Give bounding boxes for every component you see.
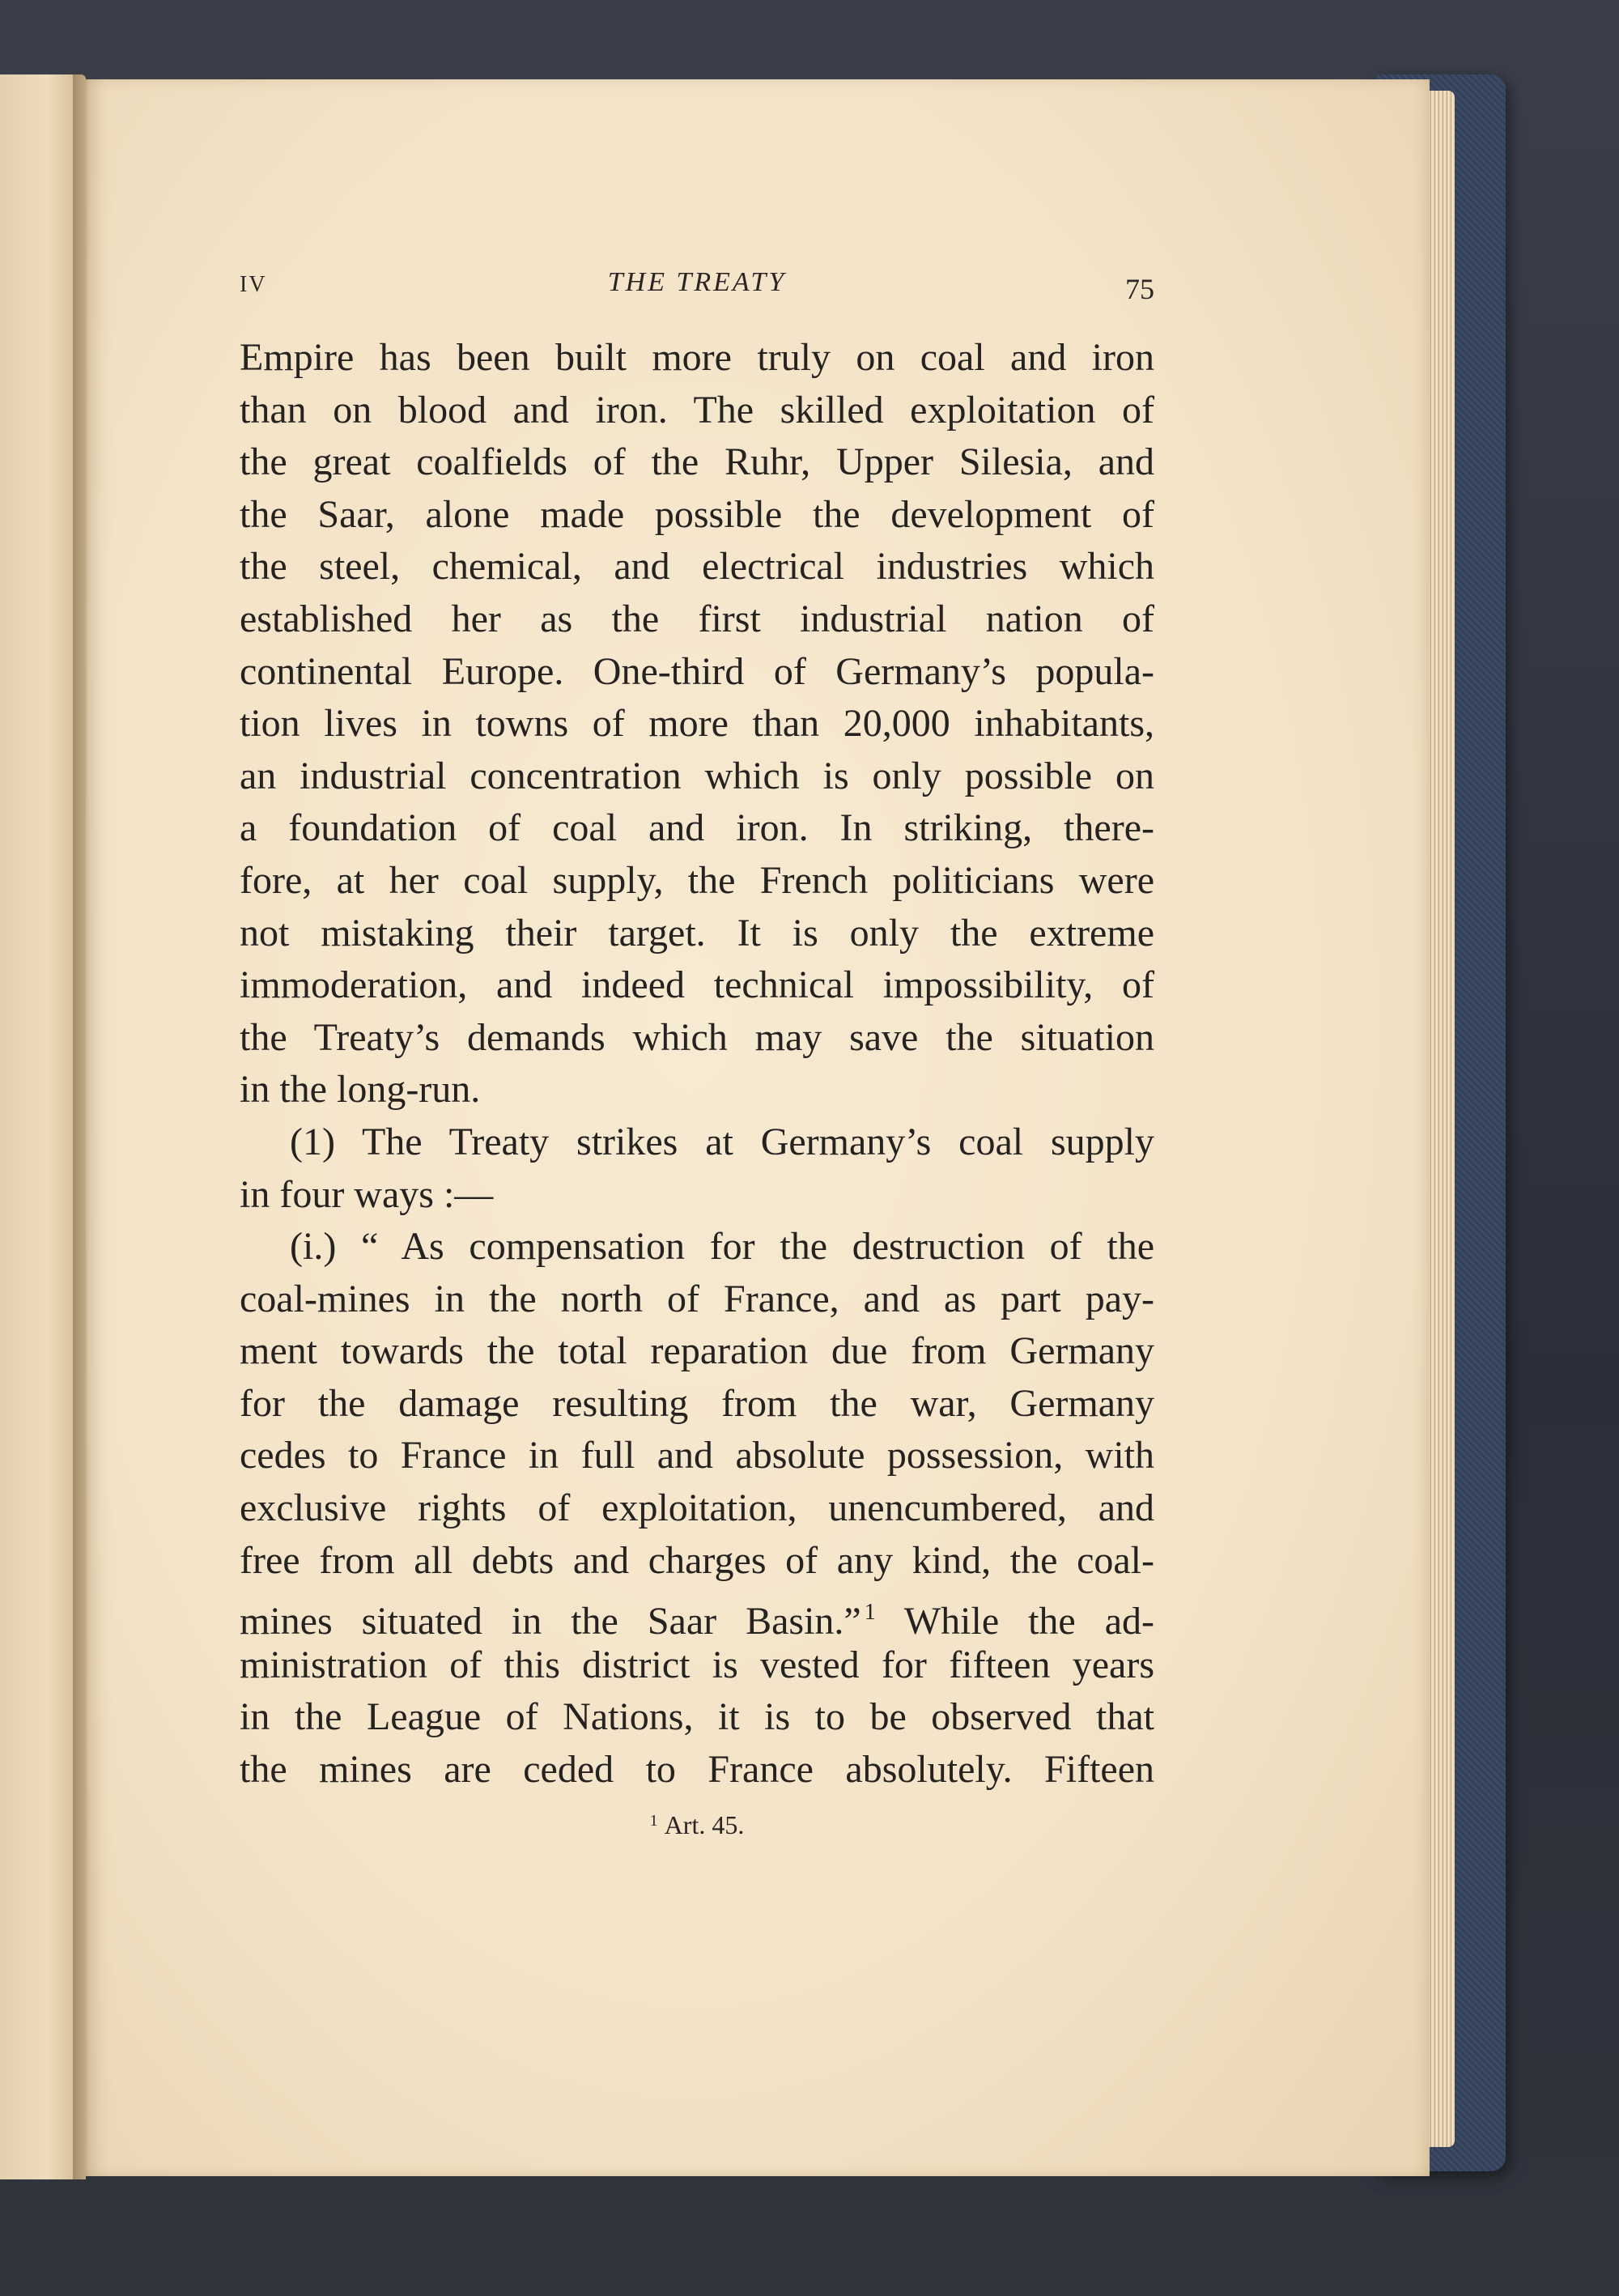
running-title: THE TREATY — [607, 267, 787, 297]
book-gutter — [73, 74, 89, 2179]
text-line: the Treaty’s demands which may save the situation — [240, 1015, 1154, 1059]
chapter-numeral: IV — [240, 272, 267, 297]
text-line: in the long-run. — [240, 1068, 481, 1112]
page-number: 75 — [1125, 273, 1154, 305]
text-line: free from all debts and charges of any kind, the coal- — [240, 1538, 1154, 1582]
text-line: an industrial concentration which is only possible on — [240, 754, 1154, 797]
text-line: ministration of this district is vested for fifteen years — [240, 1643, 1154, 1686]
text-line: Empire has been built more truly on coal and iron — [240, 336, 1154, 379]
text-line: fore, at her coal supply, the French politicians were — [240, 858, 1154, 902]
text-line: continental Europe. One-third of Germany’s popula- — [240, 649, 1154, 693]
text-line: exclusive rights of exploitation, unencumbered, and — [240, 1486, 1154, 1530]
text-line: established her as the first industrial nation of — [240, 597, 1154, 640]
text-line: than on blood and iron. The skilled exploitation of — [240, 388, 1154, 432]
text-line: the Saar, alone made possible the development of — [240, 492, 1154, 536]
text-line: the great coalfields of the Ruhr, Upper Silesia, and — [240, 440, 1154, 484]
text-line: ment towards the total reparation due from Germany — [240, 1329, 1154, 1373]
text-line: (i.) “ As compensation for the destruction of the — [290, 1225, 1154, 1269]
text-line: cedes to France in full and absolute possession, with — [240, 1434, 1154, 1478]
text-line: tion lives in towns of more than 20,000 inhabitants, — [240, 702, 1154, 746]
text-line: the steel, chemical, and electrical industries which — [240, 545, 1154, 589]
footnote-text: Art. 45. — [664, 1810, 745, 1839]
text-line: coal-mines in the north of France, and as part pay- — [240, 1277, 1154, 1320]
footnote-number: 1 — [649, 1812, 658, 1830]
text-line: immoderation, and indeed technical impossibility, of — [240, 963, 1154, 1007]
text-line: for the damage resulting from the war, Germany — [240, 1381, 1154, 1425]
text-line-with-footnote — [240, 1587, 1154, 1643]
text-fragment: While the ad- — [903, 1600, 1154, 1643]
text-line: not mistaking their target. It is only the extreme — [240, 911, 1154, 955]
text-fragment: mines situated in the Saar Basin.” — [240, 1600, 861, 1643]
text-line: in the League of Nations, it is to be observed that — [240, 1695, 1154, 1739]
text-line: a foundation of coal and iron. In striking, there- — [240, 806, 1154, 850]
body-text — [240, 332, 1154, 1796]
text-line: the mines are ceded to France absolutely. Fifteen — [240, 1748, 1154, 1792]
text-line: (1) The Treaty strikes at Germany’s coal supply — [290, 1120, 1154, 1163]
footnote-marker: 1 — [864, 1600, 876, 1626]
footnote — [240, 1810, 1154, 1840]
running-head — [240, 267, 1154, 306]
text-line: in four ways :— — [240, 1172, 494, 1216]
